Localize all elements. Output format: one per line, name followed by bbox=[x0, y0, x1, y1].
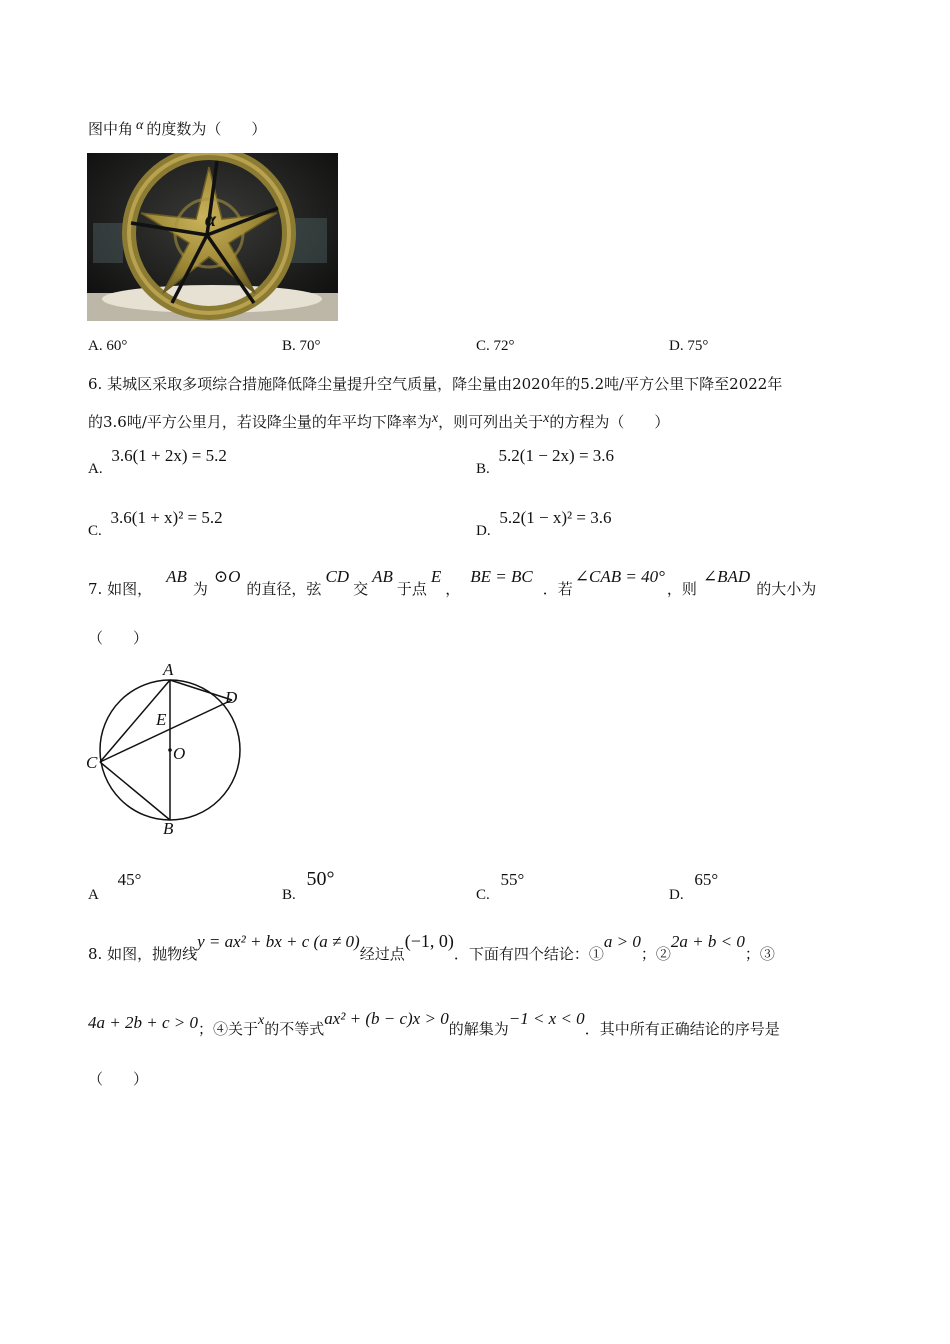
q7-label-b: B bbox=[163, 819, 174, 838]
q5-option-c-value: 72° bbox=[493, 338, 515, 354]
q6-option-d-expr: 5.2(1 − x)² = 3.6 bbox=[499, 508, 612, 527]
q6-option-a[interactable] bbox=[88, 446, 227, 477]
q7-option-c-letter: C. bbox=[476, 887, 490, 903]
q8-text-3: ．下面有四个结论：① bbox=[453, 945, 604, 963]
q8-line-1 bbox=[88, 931, 775, 963]
q6-line-2-c: 的方程为（ ） bbox=[549, 413, 670, 431]
q7-option-b[interactable] bbox=[282, 868, 335, 903]
q5-wheel-photo bbox=[87, 153, 338, 321]
q7-label-o: O bbox=[173, 744, 186, 763]
q7-circle-o: ⊙O bbox=[213, 567, 241, 586]
q7-jiao: 交 bbox=[353, 580, 369, 598]
q6-option-b-expr: 5.2(1 − 2x) = 3.6 bbox=[498, 446, 615, 465]
q5-stem-prefix: 图中角 bbox=[88, 120, 134, 138]
q7-text-1: 的直径，弦 bbox=[246, 580, 322, 598]
q7-label-d: D bbox=[225, 688, 238, 707]
q7-text-4: ，则 bbox=[666, 580, 697, 598]
q7-ask-angle: ∠BAD bbox=[702, 567, 751, 586]
q5-option-a[interactable] bbox=[88, 338, 127, 355]
q6-option-c-letter: C. bbox=[88, 523, 102, 539]
q8-solution-set: −1 < x < 0 bbox=[508, 1009, 585, 1028]
q5-option-b-letter: B. bbox=[282, 338, 296, 354]
q6-line-2 bbox=[88, 411, 669, 432]
q7-option-d[interactable] bbox=[669, 870, 719, 903]
q8-text-5: ；③ bbox=[744, 945, 775, 963]
q7-text-2: 于点 bbox=[396, 580, 427, 598]
q5-option-a-letter: A. bbox=[88, 338, 103, 354]
q7-wei: 为 bbox=[192, 580, 208, 598]
q7-option-b-value: 50° bbox=[306, 868, 335, 890]
q6-line-2-a: 的3.6吨/平方公里月，若设降尘量的年平均下降率为 bbox=[88, 413, 432, 431]
q6-option-c[interactable] bbox=[88, 508, 223, 539]
q5-option-b[interactable] bbox=[282, 338, 321, 355]
q5-alpha-symbol: α bbox=[136, 118, 144, 133]
q8-text-8: 的解集为 bbox=[448, 1020, 509, 1038]
q6-option-b[interactable] bbox=[476, 446, 615, 477]
q8-parabola-equation: y = ax² + bx + c (a ≠ 0) bbox=[197, 932, 360, 951]
q7-ab-2: AB bbox=[372, 567, 393, 586]
q8-conclusion-3: 4a + 2b + c > 0 bbox=[88, 1013, 198, 1032]
q6-option-d-letter: D. bbox=[476, 523, 491, 539]
q7-option-a[interactable] bbox=[88, 870, 142, 903]
q7-comma: ， bbox=[445, 580, 461, 598]
q6-line-2-b: ，则可列出关于 bbox=[438, 413, 544, 431]
q7-option-a-letter: A bbox=[88, 887, 99, 903]
q6-var-x-2: x bbox=[543, 411, 550, 426]
q7-text-5: 的大小为 bbox=[756, 580, 817, 598]
q8-text-1: 8. 如图，抛物线 bbox=[88, 945, 198, 963]
q7-circle-diagram bbox=[82, 655, 252, 840]
q8-text-9: ．其中所有正确结论的序号是 bbox=[584, 1020, 780, 1038]
q8-var-x: x bbox=[257, 1013, 265, 1028]
q8-text-6: ；④关于 bbox=[197, 1020, 258, 1038]
q7-option-c[interactable] bbox=[476, 870, 525, 903]
q7-condition-2: ∠CAB = 40° bbox=[574, 567, 665, 586]
q5-option-a-value: 60° bbox=[106, 338, 128, 354]
q8-point: (−1, 0) bbox=[404, 931, 454, 951]
q7-cd: CD bbox=[325, 567, 350, 586]
q6-var-x: x bbox=[431, 411, 439, 426]
q7-condition-1: BE = BC bbox=[470, 567, 533, 586]
q8-answer-paren: （ ） bbox=[88, 1070, 149, 1088]
q5-stem-suffix: 的度数为（ ） bbox=[146, 120, 267, 138]
q5-option-b-value: 70° bbox=[299, 338, 321, 354]
q8-conclusion-2: 2a + b < 0 bbox=[670, 932, 745, 951]
q7-option-a-value: 45° bbox=[117, 870, 142, 889]
q7-option-d-letter: D. bbox=[669, 887, 684, 903]
q8-line-2 bbox=[88, 1008, 780, 1038]
q7-option-d-value: 65° bbox=[694, 870, 719, 889]
q7-label-e: E bbox=[156, 710, 167, 729]
q8-text-2: 经过点 bbox=[359, 945, 405, 963]
q7-ab: AB bbox=[166, 567, 187, 586]
q6-option-d[interactable] bbox=[476, 508, 612, 539]
q7-label-a: A bbox=[163, 660, 174, 679]
q7-point-e: E bbox=[430, 567, 442, 586]
q7-answer-paren: （ ） bbox=[88, 629, 149, 647]
q6-option-c-expr: 3.6(1 + x)² = 5.2 bbox=[110, 508, 223, 527]
q7-option-c-value: 55° bbox=[500, 870, 525, 889]
q5-option-d-letter: D. bbox=[669, 338, 684, 354]
q7-num: 7. 如图， bbox=[88, 580, 153, 598]
q5-stem bbox=[88, 118, 266, 139]
q6-option-a-expr: 3.6(1 + 2x) = 5.2 bbox=[111, 446, 227, 465]
q5-option-d-value: 75° bbox=[687, 338, 709, 354]
q7-text-3: ．若 bbox=[542, 580, 573, 598]
q6-option-a-letter: A. bbox=[88, 461, 103, 477]
q5-option-c[interactable] bbox=[476, 338, 515, 355]
q8-text-4: ；② bbox=[640, 945, 671, 963]
q8-text-7: 的不等式 bbox=[264, 1020, 325, 1038]
q6-line-1: 6. 某城区采取多项综合措施降低降尘量提升空气质量，降尘量由2020年的5.2吨/平方公里下降至2022年 bbox=[88, 375, 783, 393]
q6-option-b-letter: B. bbox=[476, 461, 490, 477]
q7-stem bbox=[88, 566, 817, 598]
q5-option-d[interactable] bbox=[669, 338, 708, 355]
q8-inequality: ax² + (b − c)x > 0 bbox=[324, 1009, 449, 1028]
q5-photo-alpha-label: α bbox=[205, 209, 217, 231]
q8-conclusion-1: a > 0 bbox=[603, 932, 641, 951]
q7-label-c: C bbox=[86, 753, 98, 772]
q5-option-c-letter: C. bbox=[476, 338, 490, 354]
q7-option-b-letter: B. bbox=[282, 887, 296, 903]
